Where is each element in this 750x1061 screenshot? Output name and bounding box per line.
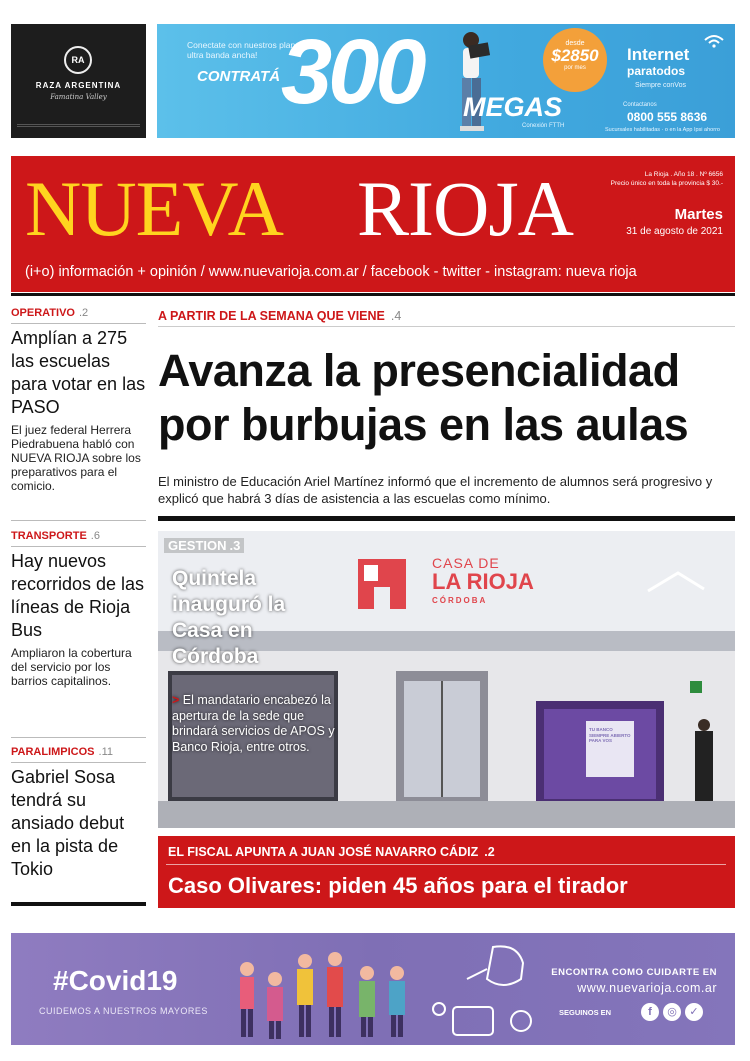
red-story-divider xyxy=(166,864,726,865)
lead-kicker-text: A PARTIR DE LA SEMANA QUE VIENE xyxy=(158,309,385,323)
lead-kicker xyxy=(158,309,401,323)
lead-summary: El ministro de Educación Ariel Martínez informó que el incremento de alumnos será progresivo y explicó que habrá 3 días de asistencia a las escuelas como mínimo. xyxy=(158,474,713,506)
covid-url[interactable]: www.nuevarioja.com.ar xyxy=(577,981,717,995)
red-story-kicker xyxy=(168,845,495,859)
instagram-icon[interactable]: ◎ xyxy=(663,1003,681,1021)
lead-headline[interactable]: Avanza la presencialidad por burbujas en las aulas xyxy=(158,345,689,450)
masthead-name-part1: NUEVA xyxy=(25,165,283,252)
covid-subtitle: CUIDEMOS A NUESTROS MAYORES xyxy=(39,1006,208,1016)
ad-covid19[interactable] xyxy=(11,933,735,1045)
sign-line1: CASA DE xyxy=(432,555,500,571)
masthead-name-part2: RIOJA xyxy=(357,165,574,252)
facebook-icon[interactable]: f xyxy=(641,1003,659,1021)
ad-inet-contact-label: Contactanos xyxy=(623,102,657,108)
red-story-headline[interactable]: Caso Olivares: piden 45 años para el tirador xyxy=(168,873,628,898)
ad-raza-argentina[interactable] xyxy=(11,24,146,138)
sidebar-headline[interactable]: Amplían a 275 las escuelas para votar en las PASO xyxy=(11,328,146,417)
masthead-edition-line1: La Rioja . Año 18 . Nº 6656 xyxy=(644,171,723,178)
photo-headline[interactable]: Quintela inauguró la Casa en Córdoba xyxy=(172,567,286,668)
people-group-icon xyxy=(231,939,561,1043)
ad-inet-unit: MEGAS xyxy=(463,92,563,122)
photo-summary-wrap xyxy=(172,693,342,755)
masthead-day: Martes xyxy=(674,206,723,223)
sidebar-story-operativo[interactable] xyxy=(11,307,146,493)
sidebar-bottom-rule xyxy=(11,902,146,906)
sidebar-kicker-text: PARALIMPICOS xyxy=(11,746,95,758)
sidebar-kicker-text: OPERATIVO xyxy=(11,307,75,319)
ad-inet-contrata: CONTRATÁ xyxy=(197,68,281,85)
masthead-tagline[interactable]: (i+o) información + opinión / www.nuevarioja.com.ar / facebook - twitter - instagram: nueva rioja xyxy=(25,264,637,280)
masthead-edition-line2: Precio único en toda la provincia $ 30.- xyxy=(610,180,723,187)
ad-inet-phone[interactable]: 0800 555 8636 xyxy=(627,110,708,124)
lead-page-ref: .4 xyxy=(390,309,402,323)
red-story-page-ref: .2 xyxy=(484,845,495,859)
sidebar-kicker xyxy=(11,746,146,758)
ad-inet-price-suffix: por mes xyxy=(564,65,586,71)
ad-inet-speed: 300 xyxy=(281,24,423,123)
sidebar-divider xyxy=(11,520,146,521)
ad-inet-promo: Conectate con nuestros planes ultra banda ancha! xyxy=(187,40,305,60)
masthead xyxy=(11,156,735,292)
sidebar-story-paralimpicos[interactable] xyxy=(11,746,146,881)
sidebar-kicker xyxy=(11,307,146,319)
sidebar-kicker xyxy=(11,530,146,542)
wifi-icon xyxy=(703,34,725,48)
photo-summary: El mandatario encabezó la apertura de la sede que brindará servicios de APOS y Banco Rioja, entre otros. xyxy=(172,693,335,754)
ad-inet-price: $2850 xyxy=(551,46,599,65)
ad-inet-footer: Sucursales habilitadas · o en la App Ipsi ahorro xyxy=(605,127,720,133)
covid-cta: ENCONTRA COMO CUIDARTE EN xyxy=(551,967,717,978)
chevron-right-icon: > xyxy=(172,693,183,707)
covid-follow: SEGUINOS EN xyxy=(559,1008,612,1017)
ad-raza-divider xyxy=(17,124,140,127)
sidebar-summary: Ampliaron la cobertura del servicio por los barrios capitalinos. xyxy=(11,646,132,688)
sidebar-divider xyxy=(11,323,146,324)
masthead-date: 31 de agosto de 2021 xyxy=(626,226,723,237)
red-story-banner[interactable] xyxy=(158,836,735,908)
ad-inet-brand-line2: paratodos xyxy=(627,64,686,78)
covid-hashtag: #Covid19 xyxy=(53,965,178,996)
sidebar-page-ref: .6 xyxy=(90,530,100,542)
ad-raza-brand: RAZA ARGENTINA xyxy=(35,81,122,90)
ad-raza-tagline: Famatina Valley xyxy=(50,93,107,101)
ad-inet-tech: Conexión FTTH xyxy=(522,123,565,129)
sign-line3: CÓRDOBA xyxy=(432,596,488,605)
photo-kicker xyxy=(164,538,244,553)
sidebar-page-ref: .11 xyxy=(98,746,114,758)
sidebar-divider xyxy=(11,762,146,763)
sidebar-page-ref: .2 xyxy=(78,307,89,319)
sidebar-headline[interactable]: Hay nuevos recorridos de las líneas de Rioja Bus xyxy=(11,551,145,640)
red-story-kicker-text: EL FISCAL APUNTA A JUAN JOSÉ NAVARRO CÁDIZ xyxy=(168,845,479,859)
masthead-rule xyxy=(11,293,735,296)
ad-inet-price-prefix: desde xyxy=(565,40,585,47)
photo-kicker-text: GESTION xyxy=(168,538,227,553)
window-sign-text: TU BANCO SIEMPRE ABIERTO PARA VOS xyxy=(589,727,631,743)
sidebar-kicker-text: TRANSPORTE xyxy=(11,530,87,542)
sidebar-story-transporte[interactable] xyxy=(11,530,146,688)
ad-inet-brand-line1: Internet xyxy=(627,45,690,64)
ad-inet-slogan: Siempre conVos xyxy=(635,82,686,89)
sign-line2: LA RIOJA xyxy=(432,569,534,594)
ad-inet-price-badge xyxy=(543,28,607,92)
photo-page-ref: .3 xyxy=(229,538,241,553)
masthead-edition xyxy=(611,170,723,188)
lead-bottom-rule xyxy=(158,516,735,521)
lead-divider xyxy=(158,326,735,327)
sidebar-summary: El juez federal Herrera Piedrabuena habló con NUEVA RIOJA sobre los preparativos para el comicio. xyxy=(11,423,141,493)
ad-internet-paratodos[interactable] xyxy=(157,24,735,138)
ra-logo-icon: RA xyxy=(64,46,92,74)
twitter-icon[interactable]: ✓ xyxy=(685,1003,703,1021)
sidebar-headline[interactable]: Gabriel Sosa tendrá su ansiado debut en la pista de Tokio xyxy=(11,767,125,879)
sidebar-divider xyxy=(11,737,146,738)
sidebar-divider xyxy=(11,546,146,547)
